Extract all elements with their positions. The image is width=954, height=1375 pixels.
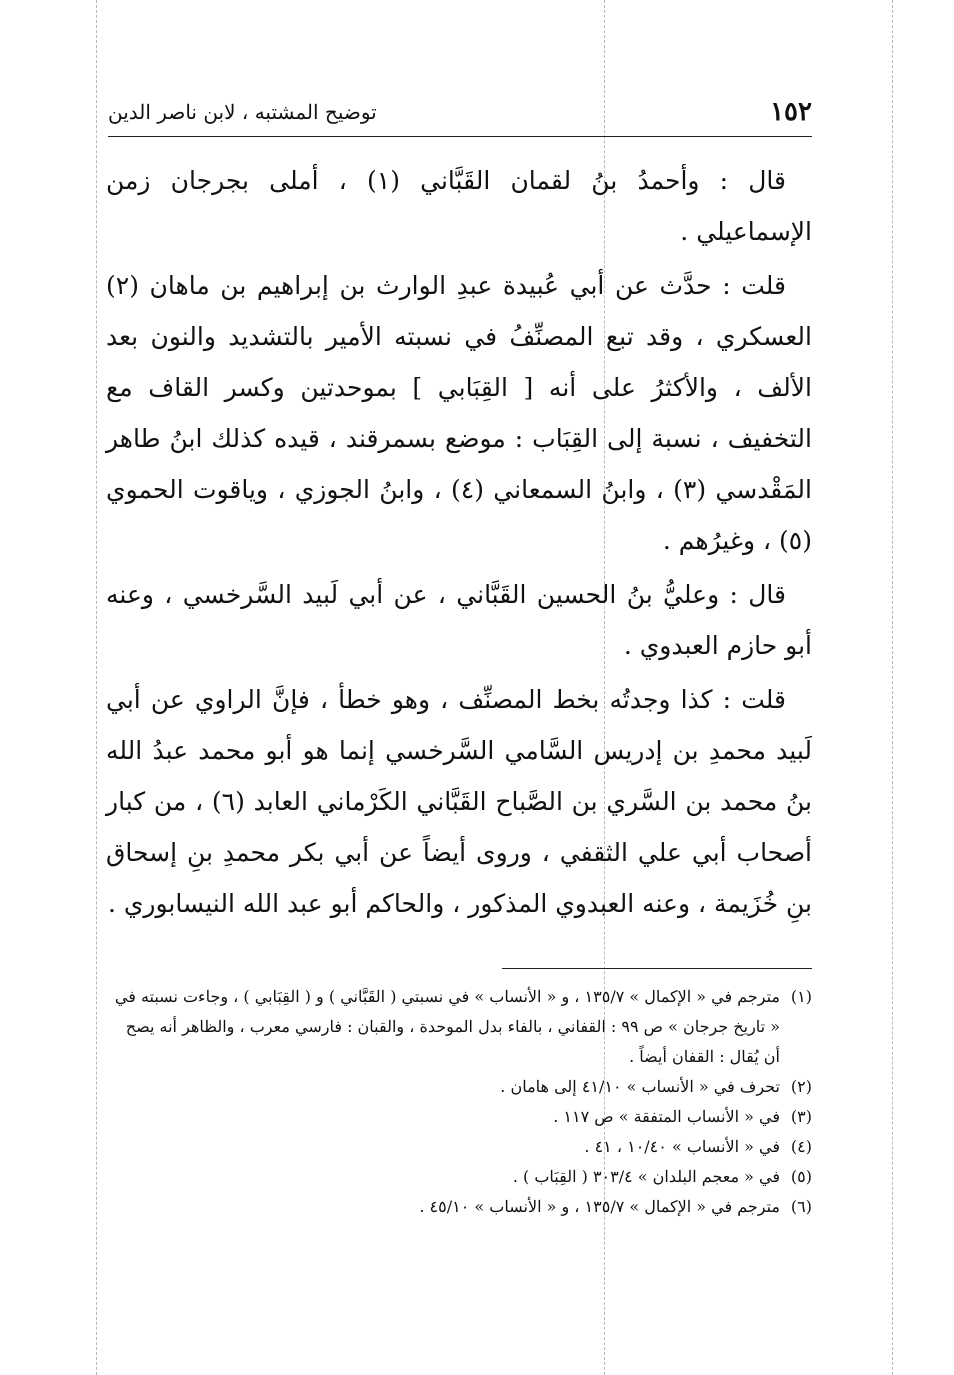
page-header (108, 92, 812, 132)
footnote-rule (502, 968, 812, 969)
footnote-number: (٣) (790, 1107, 812, 1126)
scan-margin-line (892, 0, 893, 1375)
footnote (106, 1102, 812, 1132)
footnote-text: في « معجم البلدان » ٣٠٣/٤ ( القِبَاب ) . (512, 1167, 780, 1186)
header-rule (108, 136, 812, 137)
footnote-number: (٥) (790, 1167, 812, 1186)
running-title: توضيح المشتبه ، لابن ناصر الدين (108, 100, 377, 124)
main-text (106, 150, 812, 932)
page-number: ١٥٢ (770, 97, 812, 127)
footnote (106, 1162, 812, 1192)
paragraph: قال : وعليُّ بنُ الحسين القَبَّاني ، عن أبي لَبيد السَّرخسي ، وعنه أبو حازم العبدوي . (106, 580, 812, 660)
footnote (106, 1072, 812, 1102)
footnote (106, 1192, 812, 1222)
footnote-text: في « الأنساب المتفقة » ص ١١٧ . (553, 1107, 780, 1126)
footnotes (106, 982, 812, 1222)
footnote-text: مترجم في « الإكمال » ١٣٥/٧ ، و « الأنساب » ٤٥/١٠ . (419, 1197, 780, 1216)
footnote-text: تحرف في « الأنساب » ٤١/١٠ إلى هامان . (500, 1077, 780, 1096)
footnote (106, 982, 812, 1072)
footnote-number: (١) (790, 987, 812, 1006)
footnote (106, 1132, 812, 1162)
footnote-number: (٦) (790, 1197, 812, 1216)
footnote-text: مترجم في « الإكمال » ١٣٥/٧ ، و « الأنساب » في نسبتي ( القَبَّاني ) و ( القِبَابي ) ، وجاءت نسبته في « تاريخ جرجان » ص ٩٩ : القفاني ، بالفاء بدل الموحدة ، والقبان : فارسي معرب ، والظاهر أنه يصح أن يُقال : القفان أيضاً . (114, 987, 780, 1066)
paragraph: قال : وأحمدُ بنُ لقمان القَبَّاني (١) ، أملى بجرجان زمن الإسماعيلي . (106, 166, 812, 246)
footnote-number: (٢) (790, 1077, 812, 1096)
footnote-text: في « الأنساب » ١٠/٤٠ ، ٤١ . (584, 1137, 780, 1156)
paragraph: قلت : حدَّث عن أبي عُبيدة عبدِ الوارث بن إبراهيم بن ماهان (٢) العسكري ، وقد تبع المصنِّفُ في نسبته الأمير بالتشديد والنون بعد الألف ، والأكثرُ على أنه [ القِبَابي ] بموحدتين وكسر القاف مع التخفيف ، نسبة إلى القِبَاب : موضع بسمرقند ، قيده كذلك ابنُ طاهر المَقْدسي (٣) ، وابنُ السمعاني (٤) ، وابنُ الجوزي ، وياقوت الحموي (٥) ، وغيرُهم . (106, 271, 812, 555)
paragraph: قلت : كذا وجدتُه بخط المصنِّف ، وهو خطأ ، فإنَّ الراوي عن أبي لَبيد محمدِ بن إدريس السَّامي السَّرخسي إنما هو أبو محمد عبدُ الله بنُ محمد بن السَّري بن الصَّباح القَبَّاني الكَرْماني العابد (٦) ، من كبار أصحاب أبي علي الثقفي ، وروى أيضاً عن أبي بكر محمدِ بنِ إسحاق بنِ خُزَيمة ، وعنه العبدوي المذكور ، والحاكم أبو عبد الله النيسابوري . (106, 685, 812, 918)
scan-margin-line (96, 0, 97, 1375)
footnote-number: (٤) (790, 1137, 812, 1156)
